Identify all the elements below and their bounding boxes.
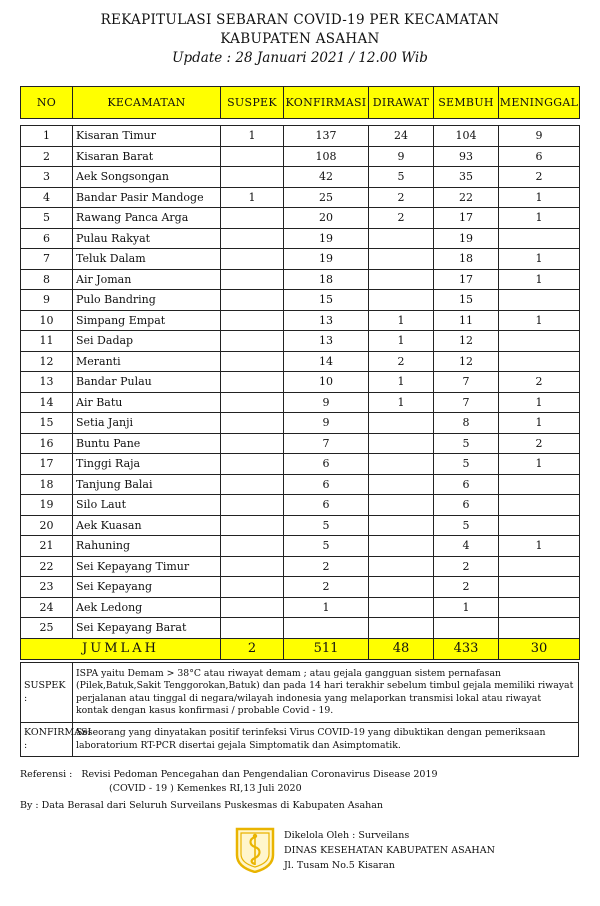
cell-no: 19 <box>21 495 73 516</box>
cell-sembuh: 18 <box>434 249 499 270</box>
table-row <box>21 249 580 270</box>
cell-meninggal <box>499 618 580 639</box>
cell-suspek <box>221 536 284 557</box>
org-address: Jl. Tusam No.5 Kisaran <box>284 860 395 871</box>
header-gap <box>21 119 580 126</box>
cell-dirawat <box>369 515 434 536</box>
cell-meninggal: 1 <box>499 269 580 290</box>
cell-no: 15 <box>21 413 73 434</box>
cell-kecamatan: Tanjung Balai <box>73 474 221 495</box>
cell-sembuh: 6 <box>434 474 499 495</box>
cell-dirawat <box>369 597 434 618</box>
cell-meninggal: 9 <box>499 126 580 147</box>
cell-dirawat <box>369 474 434 495</box>
cell-meninggal: 1 <box>499 187 580 208</box>
cell-sembuh: 2 <box>434 556 499 577</box>
cell-no: 2 <box>21 146 73 167</box>
cell-konfirmasi: 19 <box>284 249 369 270</box>
cell-konfirmasi: 108 <box>284 146 369 167</box>
cell-konfirmasi: 42 <box>284 167 369 188</box>
cell-meninggal <box>499 577 580 598</box>
cell-konfirmasi: 14 <box>284 351 369 372</box>
cell-meninggal <box>499 228 580 249</box>
cell-sembuh: 93 <box>434 146 499 167</box>
cell-meninggal: 6 <box>499 146 580 167</box>
cell-kecamatan: Air Joman <box>73 269 221 290</box>
cell-no: 17 <box>21 454 73 475</box>
cell-sembuh: 35 <box>434 167 499 188</box>
table-row <box>21 392 580 413</box>
cell-no: 13 <box>21 372 73 393</box>
cell-suspek <box>221 433 284 454</box>
cell-meninggal: 2 <box>499 372 580 393</box>
total-label: JUMLAH <box>21 638 221 659</box>
col-kecamatan: KECAMATAN <box>73 87 221 119</box>
cell-kecamatan: Silo Laut <box>73 495 221 516</box>
cell-suspek <box>221 413 284 434</box>
cell-dirawat <box>369 454 434 475</box>
table-row <box>21 454 580 475</box>
cell-konfirmasi: 6 <box>284 454 369 475</box>
cell-no: 25 <box>21 618 73 639</box>
cell-no: 7 <box>21 249 73 270</box>
cell-no: 11 <box>21 331 73 352</box>
cell-kecamatan: Air Batu <box>73 392 221 413</box>
cell-suspek <box>221 228 284 249</box>
table-row <box>21 310 580 331</box>
cell-dirawat: 5 <box>369 167 434 188</box>
table-row <box>21 597 580 618</box>
cell-suspek <box>221 269 284 290</box>
cell-kecamatan: Bandar Pulau <box>73 372 221 393</box>
cell-meninggal <box>499 495 580 516</box>
cell-konfirmasi: 7 <box>284 433 369 454</box>
cell-kecamatan: Sei Kepayang Timur <box>73 556 221 577</box>
cell-sembuh: 6 <box>434 495 499 516</box>
cell-meninggal: 1 <box>499 208 580 229</box>
total-meninggal: 30 <box>499 638 580 659</box>
cell-dirawat <box>369 228 434 249</box>
cell-konfirmasi: 20 <box>284 208 369 229</box>
cell-no: 14 <box>21 392 73 413</box>
cell-meninggal <box>499 290 580 311</box>
table-row <box>21 577 580 598</box>
cell-dirawat: 1 <box>369 310 434 331</box>
suspek-label: SUSPEK : <box>21 663 73 723</box>
cell-dirawat <box>369 269 434 290</box>
col-konfirmasi: KONFIRMASI <box>284 87 369 119</box>
cell-no: 3 <box>21 167 73 188</box>
cell-meninggal: 2 <box>499 433 580 454</box>
cell-konfirmasi: 9 <box>284 392 369 413</box>
data-source: By : Data Berasal dari Seluruh Surveilans Puskesmas di Kabupaten Asahan <box>20 800 384 811</box>
cell-sembuh: 8 <box>434 413 499 434</box>
cell-sembuh: 17 <box>434 208 499 229</box>
cell-dirawat: 2 <box>369 351 434 372</box>
cell-meninggal: 1 <box>499 413 580 434</box>
covid-table <box>20 86 580 660</box>
cell-suspek <box>221 577 284 598</box>
table-row <box>21 618 580 639</box>
cell-no: 24 <box>21 597 73 618</box>
cell-sembuh: 5 <box>434 454 499 475</box>
cell-kecamatan: Pulo Bandring <box>73 290 221 311</box>
cell-konfirmasi: 10 <box>284 372 369 393</box>
table-row <box>21 433 580 454</box>
cell-sembuh: 7 <box>434 372 499 393</box>
cell-suspek <box>221 392 284 413</box>
cell-meninggal <box>499 515 580 536</box>
table-row <box>21 290 580 311</box>
cell-suspek <box>221 351 284 372</box>
cell-meninggal: 1 <box>499 536 580 557</box>
cell-dirawat: 24 <box>369 126 434 147</box>
cell-suspek <box>221 474 284 495</box>
cell-kecamatan: Aek Songsongan <box>73 167 221 188</box>
total-dirawat: 48 <box>369 638 434 659</box>
cell-kecamatan: Aek Kuasan <box>73 515 221 536</box>
cell-no: 10 <box>21 310 73 331</box>
cell-konfirmasi: 18 <box>284 269 369 290</box>
report-title: REKAPITULASI SEBARAN COVID-19 PER KECAMATAN <box>100 12 500 28</box>
cell-sembuh: 17 <box>434 269 499 290</box>
cell-suspek <box>221 331 284 352</box>
cell-sembuh: 2 <box>434 577 499 598</box>
referensi: Referensi : Revisi Pedoman Pencegahan dan Pengendalian Coronavirus Disease 2019 <box>20 769 438 780</box>
cell-suspek <box>221 515 284 536</box>
total-suspek: 2 <box>221 638 284 659</box>
cell-dirawat: 2 <box>369 187 434 208</box>
table-row <box>21 228 580 249</box>
cell-no: 16 <box>21 433 73 454</box>
cell-dirawat <box>369 495 434 516</box>
cell-suspek <box>221 372 284 393</box>
table-row <box>21 536 580 557</box>
col-no: NO <box>21 87 73 119</box>
cell-suspek <box>221 597 284 618</box>
cell-dirawat: 1 <box>369 392 434 413</box>
col-suspek: SUSPEK <box>221 87 284 119</box>
cell-suspek: 1 <box>221 187 284 208</box>
cell-kecamatan: Setia Janji <box>73 413 221 434</box>
cell-kecamatan: Teluk Dalam <box>73 249 221 270</box>
cell-dirawat <box>369 413 434 434</box>
cell-dirawat <box>369 290 434 311</box>
cell-dirawat <box>369 577 434 598</box>
cell-kecamatan: Simpang Empat <box>73 310 221 331</box>
cell-kecamatan: Meranti <box>73 351 221 372</box>
total-row <box>21 638 580 659</box>
table-row <box>21 495 580 516</box>
update-date: Update : 28 Januari 2021 / 12.00 Wib <box>172 50 428 66</box>
cell-kecamatan: Buntu Pane <box>73 433 221 454</box>
cell-dirawat: 1 <box>369 331 434 352</box>
cell-sembuh: 104 <box>434 126 499 147</box>
cell-dirawat: 2 <box>369 208 434 229</box>
cell-meninggal <box>499 597 580 618</box>
cell-sembuh: 7 <box>434 392 499 413</box>
cell-meninggal <box>499 331 580 352</box>
cell-kecamatan: Rawang Panca Arga <box>73 208 221 229</box>
col-sembuh: SEMBUH <box>434 87 499 119</box>
total-sembuh: 433 <box>434 638 499 659</box>
table-row <box>21 167 580 188</box>
cell-konfirmasi: 1 <box>284 597 369 618</box>
cell-sembuh <box>434 618 499 639</box>
cell-suspek: 1 <box>221 126 284 147</box>
cell-meninggal: 1 <box>499 392 580 413</box>
cell-kecamatan: Sei Kepayang <box>73 577 221 598</box>
cell-konfirmasi: 13 <box>284 310 369 331</box>
cell-konfirmasi: 15 <box>284 290 369 311</box>
cell-kecamatan: Sei Dadap <box>73 331 221 352</box>
cell-konfirmasi: 19 <box>284 228 369 249</box>
cell-konfirmasi <box>284 618 369 639</box>
cell-suspek <box>221 208 284 229</box>
cell-no: 20 <box>21 515 73 536</box>
table-row <box>21 126 580 147</box>
cell-kecamatan: Pulau Rakyat <box>73 228 221 249</box>
referensi-line2: (COVID - 19 ) Kemenkes RI,13 Juli 2020 <box>109 783 302 794</box>
col-dirawat: DIRAWAT <box>369 87 434 119</box>
table-row <box>21 146 580 167</box>
cell-meninggal <box>499 351 580 372</box>
cell-sembuh: 5 <box>434 433 499 454</box>
cell-konfirmasi: 13 <box>284 331 369 352</box>
cell-sembuh: 5 <box>434 515 499 536</box>
cell-no: 8 <box>21 269 73 290</box>
cell-dirawat: 1 <box>369 372 434 393</box>
cell-suspek <box>221 249 284 270</box>
cell-kecamatan: Tinggi Raja <box>73 454 221 475</box>
cell-no: 21 <box>21 536 73 557</box>
cell-dirawat <box>369 433 434 454</box>
cell-meninggal <box>499 474 580 495</box>
cell-suspek <box>221 146 284 167</box>
total-konfirmasi: 511 <box>284 638 369 659</box>
cell-meninggal: 2 <box>499 167 580 188</box>
cell-kecamatan: Bandar Pasir Mandoge <box>73 187 221 208</box>
cell-dirawat: 9 <box>369 146 434 167</box>
cell-meninggal: 1 <box>499 454 580 475</box>
cell-kecamatan: Kisaran Barat <box>73 146 221 167</box>
table-row <box>21 187 580 208</box>
org-managed-by: Dikelola Oleh : Surveilans <box>284 830 410 841</box>
cell-no: 4 <box>21 187 73 208</box>
org-name: DINAS KESEHATAN KABUPATEN ASAHAN <box>284 845 495 856</box>
definitions-table <box>20 662 579 757</box>
cell-suspek <box>221 618 284 639</box>
cell-meninggal <box>499 556 580 577</box>
cell-no: 23 <box>21 577 73 598</box>
cell-dirawat <box>369 536 434 557</box>
cell-meninggal: 1 <box>499 249 580 270</box>
cell-suspek <box>221 556 284 577</box>
cell-kecamatan: Sei Kepayang Barat <box>73 618 221 639</box>
cell-no: 5 <box>21 208 73 229</box>
cell-kecamatan: Aek Ledong <box>73 597 221 618</box>
table-row <box>21 474 580 495</box>
cell-konfirmasi: 5 <box>284 515 369 536</box>
cell-suspek <box>221 310 284 331</box>
table-row <box>21 515 580 536</box>
cell-sembuh: 1 <box>434 597 499 618</box>
col-meninggal: MENINGGAL <box>499 87 580 119</box>
cell-sembuh: 19 <box>434 228 499 249</box>
konfirmasi-definition: Seseorang yang dinyatakan positif terinfeksi Virus COVID-19 yang dibuktikan dengan pemeriksaan laboratorium RT-PCR disertai gejala Simptomatik dan Asimptomatik. <box>73 723 579 757</box>
table-row <box>21 208 580 229</box>
cell-no: 18 <box>21 474 73 495</box>
cell-suspek <box>221 495 284 516</box>
cell-kecamatan: Kisaran Timur <box>73 126 221 147</box>
cell-konfirmasi: 6 <box>284 495 369 516</box>
cell-sembuh: 4 <box>434 536 499 557</box>
cell-no: 1 <box>21 126 73 147</box>
cell-konfirmasi: 2 <box>284 556 369 577</box>
cell-suspek <box>221 454 284 475</box>
cell-no: 12 <box>21 351 73 372</box>
cell-sembuh: 12 <box>434 331 499 352</box>
report-subtitle: KABUPATEN ASAHAN <box>220 31 380 47</box>
cell-dirawat <box>369 556 434 577</box>
cell-meninggal: 1 <box>499 310 580 331</box>
table-row <box>21 269 580 290</box>
cell-suspek <box>221 290 284 311</box>
table-row <box>21 556 580 577</box>
cell-no: 9 <box>21 290 73 311</box>
cell-dirawat <box>369 618 434 639</box>
table-row <box>21 331 580 352</box>
cell-no: 22 <box>21 556 73 577</box>
organization-block <box>284 828 495 873</box>
cell-konfirmasi: 2 <box>284 577 369 598</box>
konfirmasi-label: KONFIRMASI : <box>21 723 73 757</box>
cell-dirawat <box>369 249 434 270</box>
table-row <box>21 372 580 393</box>
cell-konfirmasi: 6 <box>284 474 369 495</box>
table-row <box>21 413 580 434</box>
cell-kecamatan: Rahuning <box>73 536 221 557</box>
cell-sembuh: 12 <box>434 351 499 372</box>
cell-konfirmasi: 9 <box>284 413 369 434</box>
table-row <box>21 351 580 372</box>
cell-konfirmasi: 5 <box>284 536 369 557</box>
cell-konfirmasi: 25 <box>284 187 369 208</box>
cell-sembuh: 15 <box>434 290 499 311</box>
cell-sembuh: 22 <box>434 187 499 208</box>
dinkes-logo-icon <box>234 825 276 873</box>
cell-suspek <box>221 167 284 188</box>
suspek-definition: ISPA yaitu Demam > 38°C atau riwayat demam ; atau gejala gangguan sistem pernafasan (Pilek,Batuk,Sakit Tenggorokan,Batuk) dan pada 14 hari terakhir sebelum timbul gejala memiliki riwayat perjalanan atau tinggal di negara/wilayah indonesia yang melaporkan transmisi lokal atau riwayat kontak dengan kasus konfirmasi / probable Covid - 19. <box>73 663 579 723</box>
cell-no: 6 <box>21 228 73 249</box>
cell-sembuh: 11 <box>434 310 499 331</box>
table-header-row <box>21 87 580 119</box>
cell-konfirmasi: 137 <box>284 126 369 147</box>
